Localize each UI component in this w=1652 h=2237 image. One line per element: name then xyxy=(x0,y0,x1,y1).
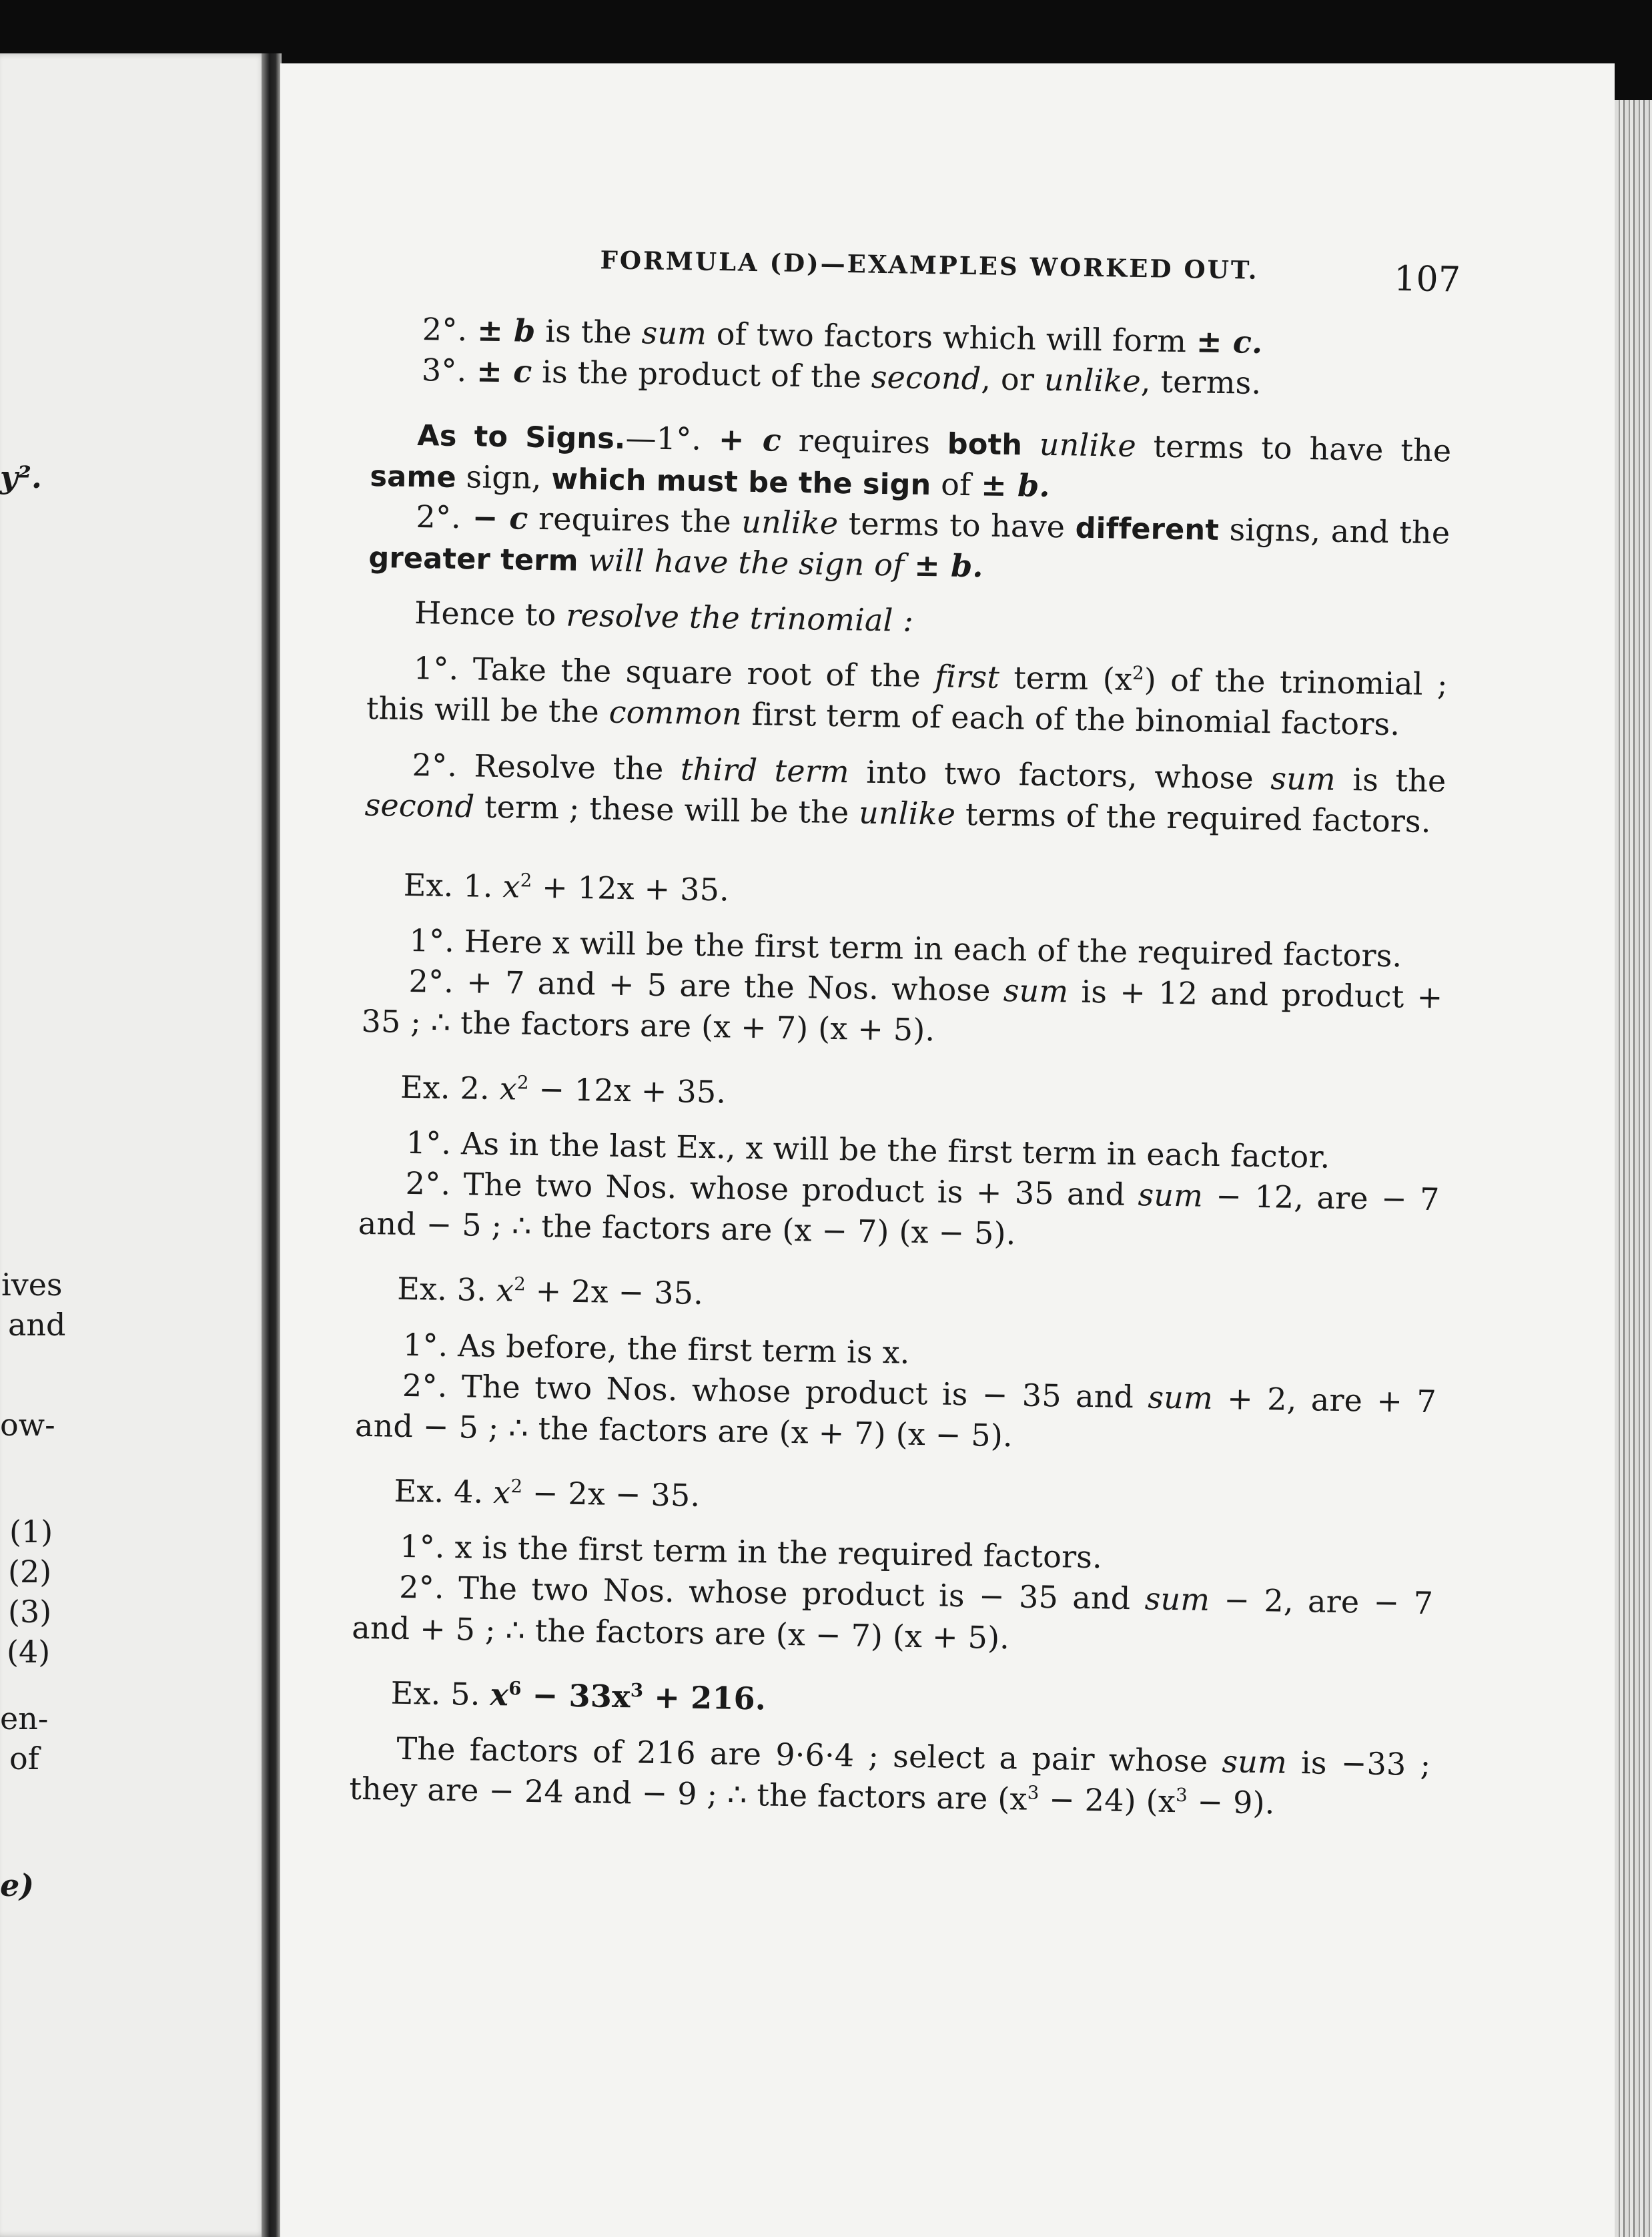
example-2-step-2: 2°. The two Nos. whose product is + 35 and sum − 12, are − 7 and − 5 ; ∴ the factors are (x − 7) (x − 5). xyxy=(358,1165,1440,1252)
book-gutter xyxy=(262,53,282,2237)
rule-3: 3°. ± c is the product of the second, or unlike, terms. xyxy=(421,352,1262,402)
left-fragment: (3) xyxy=(8,1594,52,1630)
left-fragment: (4) xyxy=(7,1634,51,1670)
left-fragment: e) xyxy=(0,1867,35,1903)
example-2-step-1: 1°. As in the last Ex., x will be the first term in each factor. xyxy=(406,1124,1330,1175)
signs-rule-1: As to Signs.—1°. + c requires both unlike terms to have the same sign, which must be the sign of ± b. xyxy=(370,419,1452,504)
example-4-heading: Ex. 4. $x^2 - 2x - 35$. xyxy=(394,1472,701,1514)
example-1-step-1: 1°. Here x will be the first term in each of the required factors. xyxy=(409,922,1402,974)
example-5-heading: Ex. 5. $x^6 - 33x^3 + 216$. xyxy=(390,1674,767,1717)
left-fragment: of xyxy=(9,1740,39,1777)
left-fragment: and xyxy=(8,1307,66,1343)
left-fragment: en- xyxy=(0,1700,49,1736)
example-3-heading: Ex. 3. $x^2 + 2x - 35$. xyxy=(396,1271,704,1312)
left-fragment: ow- xyxy=(0,1407,55,1443)
left-fragment: y². xyxy=(0,459,42,495)
example-1-step-2: 2°. + 7 and + 5 are the Nos. whose sum is + 12 and product + 35 ; ∴ the factors are (x + 7) (x + 5). xyxy=(361,963,1443,1048)
left-fragment: (1) xyxy=(9,1514,53,1550)
example-5-text: The factors of 216 are 9·6·4 ; select a pair whose sum is −33 ; they are − 24 and − 9 ; ∴ the factors are $(x^3 - 24) (x^3 - 9)$. xyxy=(349,1730,1431,1821)
signs-heading: As to Signs. xyxy=(417,419,626,456)
example-2-heading: Ex. 2. $x^2 - 12x + 35$. xyxy=(400,1068,727,1110)
left-fragment: ives xyxy=(1,1267,63,1303)
example-4-step-1: 1°. x is the first term in the required factors. xyxy=(399,1528,1103,1576)
hence-step-2: 2°. Resolve the third term into two factors, whose sum is the second term ; these will be the unlike terms of the required factors. xyxy=(364,746,1447,840)
signs-rule-2: 2°. − c requires the unlike terms to have different signs, and the greater term will have the sign of ± b. xyxy=(368,498,1451,585)
page-edges xyxy=(1615,100,1652,2237)
left-page-fragment xyxy=(0,53,267,2237)
example-3-step-1: 1°. As before, the first term is x. xyxy=(402,1326,911,1371)
example-4-step-2: 2°. The two Nos. whose product is − 35 and sum − 2, are − 7 and + 5 ; ∴ the factors are (x − 7) (x + 5). xyxy=(351,1569,1434,1656)
running-head: FORMULA (D)—EXAMPLES WORKED OUT. xyxy=(600,245,1259,285)
page-number: 107 xyxy=(1393,259,1461,300)
rule-2: 2°. ± b is the sum of two factors which will form ± c. xyxy=(422,311,1263,360)
hence-step-1: 1°. Take the square root of the first term $(x^2)$ of the trinomial ; this will be the common first term of each of the binomial factors. xyxy=(366,650,1449,743)
left-fragment: (2) xyxy=(8,1554,52,1590)
example-3-step-2: 2°. The two Nos. whose product is − 35 and sum + 2, are + 7 and − 5 ; ∴ the factors are (x + 7) (x − 5). xyxy=(354,1367,1437,1454)
example-1-heading: Ex. 1. $x^2 + 12x + 35$. xyxy=(403,866,730,908)
page-content xyxy=(349,240,1461,1826)
hence-intro: Hence to resolve the trinomial : xyxy=(414,595,914,639)
